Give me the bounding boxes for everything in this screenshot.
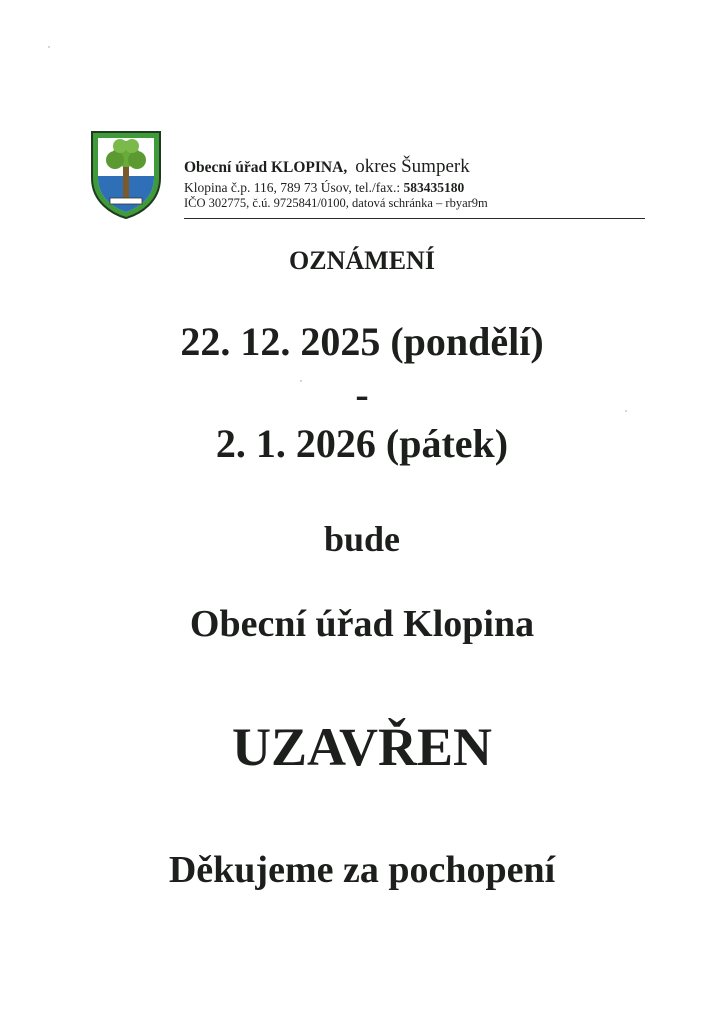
date-from: 22. 12. 2025 (pondělí)	[180, 319, 544, 364]
header-divider	[184, 218, 645, 219]
date-to: 2. 1. 2026 (pátek)	[215, 421, 509, 466]
date-separator: -	[355, 372, 369, 417]
address-line	[184, 179, 644, 196]
scan-speck	[48, 46, 50, 48]
scan-speck	[625, 410, 627, 412]
district: okres Šumperk	[355, 156, 470, 177]
office-details	[184, 156, 644, 211]
letterhead	[90, 130, 646, 220]
office-title-line	[184, 156, 644, 178]
scan-speck	[300, 380, 302, 382]
closed-status: UZAVŘEN	[231, 717, 493, 777]
ids-line: IČO 302775, č.ú. 9725841/0100, datová schránka – rbyar9m	[184, 196, 488, 210]
phone-number: 583435180	[403, 180, 465, 195]
thanks-message: Děkujeme za pochopení	[168, 849, 556, 891]
notice-heading: OZNÁMENÍ	[289, 246, 435, 275]
office-name-body: Obecní úřad Klopina	[189, 603, 535, 645]
notice-verb: bude	[323, 519, 401, 559]
office-name: Obecní úřad KLOPINA,	[184, 159, 348, 176]
address: Klopina č.p. 116, 789 73 Úsov, tel./fax.:	[184, 180, 404, 195]
municipal-coat-of-arms-icon	[90, 130, 162, 220]
